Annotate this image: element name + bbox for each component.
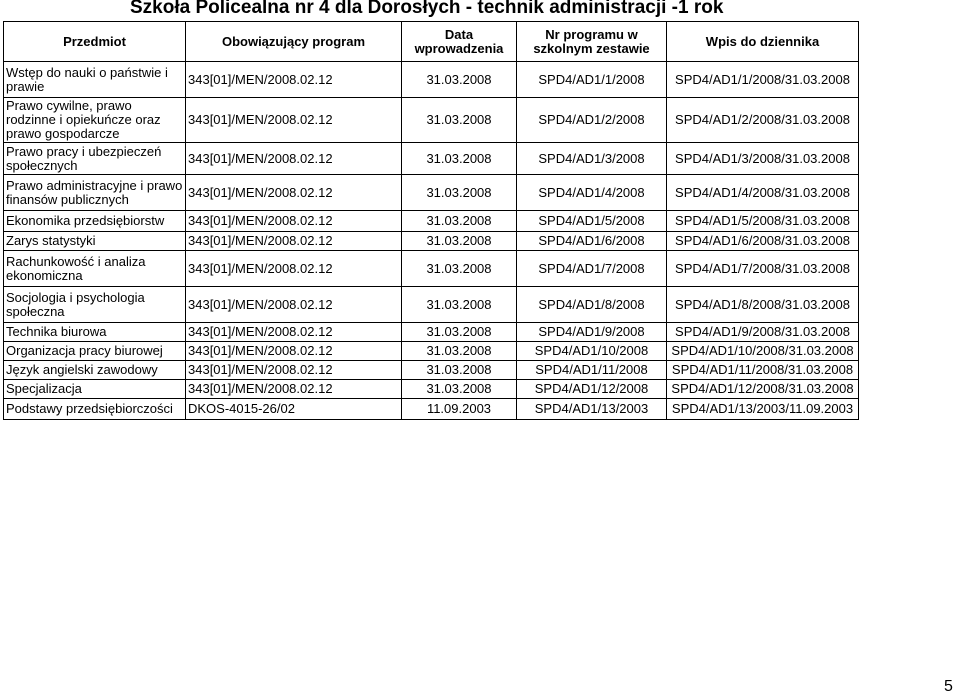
date-cell: 11.09.2003: [402, 399, 517, 420]
program-number-cell: SPD4/AD1/12/2008: [517, 380, 667, 399]
table-row: [4, 143, 859, 175]
header-entry: Wpis do dziennika: [667, 22, 859, 62]
journal-entry-cell: SPD4/AD1/8/2008/31.03.2008: [667, 287, 859, 323]
subject-cell: Prawo pracy i ubezpieczeń społecznych: [4, 143, 186, 175]
subject-cell: Wstęp do nauki o państwie i prawie: [4, 62, 186, 98]
table-row: [4, 287, 859, 323]
program-cell: 343[01]/MEN/2008.02.12: [186, 342, 402, 361]
date-cell: 31.03.2008: [402, 211, 517, 232]
date-cell: 31.03.2008: [402, 175, 517, 211]
subject-cell: Język angielski zawodowy: [4, 361, 186, 380]
table-row: [4, 175, 859, 211]
date-cell: 31.03.2008: [402, 323, 517, 342]
journal-entry-cell: SPD4/AD1/10/2008/31.03.2008: [667, 342, 859, 361]
subject-cell: Rachunkowość i analiza ekonomiczna: [4, 251, 186, 287]
program-number-cell: SPD4/AD1/10/2008: [517, 342, 667, 361]
program-cell: 343[01]/MEN/2008.02.12: [186, 98, 402, 143]
program-cell: 343[01]/MEN/2008.02.12: [186, 287, 402, 323]
program-cell: 343[01]/MEN/2008.02.12: [186, 175, 402, 211]
subject-cell: Specjalizacja: [4, 380, 186, 399]
date-cell: 31.03.2008: [402, 380, 517, 399]
subject-cell: Prawo cywilne, prawo rodzinne i opiekuńcze oraz prawo gospodarcze: [4, 98, 186, 143]
program-number-cell: SPD4/AD1/13/2003: [517, 399, 667, 420]
program-cell: 343[01]/MEN/2008.02.12: [186, 380, 402, 399]
subject-cell: Zarys statystyki: [4, 232, 186, 251]
page-number: 5: [944, 678, 953, 695]
program-number-cell: SPD4/AD1/6/2008: [517, 232, 667, 251]
header-subject: Przedmiot: [4, 22, 186, 62]
header-program: Obowiązujący program: [186, 22, 402, 62]
journal-entry-cell: SPD4/AD1/11/2008/31.03.2008: [667, 361, 859, 380]
header-date: Data wprowadzenia: [402, 22, 517, 62]
program-number-cell: SPD4/AD1/3/2008: [517, 143, 667, 175]
program-number-cell: SPD4/AD1/11/2008: [517, 361, 667, 380]
date-cell: 31.03.2008: [402, 232, 517, 251]
table-row: [4, 98, 859, 143]
journal-entry-cell: SPD4/AD1/12/2008/31.03.2008: [667, 380, 859, 399]
date-cell: 31.03.2008: [402, 62, 517, 98]
program-number-cell: SPD4/AD1/7/2008: [517, 251, 667, 287]
table-row: [4, 211, 859, 232]
header-number: Nr programu w szkolnym zestawie: [517, 22, 667, 62]
journal-entry-cell: SPD4/AD1/5/2008/31.03.2008: [667, 211, 859, 232]
date-cell: 31.03.2008: [402, 287, 517, 323]
subject-cell: Organizacja pracy biurowej: [4, 342, 186, 361]
subject-cell: Podstawy przedsiębiorczości: [4, 399, 186, 420]
date-cell: 31.03.2008: [402, 361, 517, 380]
program-number-cell: SPD4/AD1/9/2008: [517, 323, 667, 342]
date-cell: 31.03.2008: [402, 342, 517, 361]
journal-entry-cell: SPD4/AD1/4/2008/31.03.2008: [667, 175, 859, 211]
table-row: [4, 232, 859, 251]
program-cell: 343[01]/MEN/2008.02.12: [186, 62, 402, 98]
journal-entry-cell: SPD4/AD1/13/2003/11.09.2003: [667, 399, 859, 420]
table-row: [4, 342, 859, 361]
table-row: [4, 62, 859, 98]
document-title: Szkoła Policealna nr 4 dla Dorosłych - technik administracji -1 rok: [130, 0, 724, 18]
subject-cell: Prawo administracyjne i prawo finansów publicznych: [4, 175, 186, 211]
subject-cell: Ekonomika przedsiębiorstw: [4, 211, 186, 232]
program-cell: 343[01]/MEN/2008.02.12: [186, 143, 402, 175]
program-cell: 343[01]/MEN/2008.02.12: [186, 323, 402, 342]
program-cell: DKOS-4015-26/02: [186, 399, 402, 420]
table-row: [4, 323, 859, 342]
subject-cell: Technika biurowa: [4, 323, 186, 342]
program-cell: 343[01]/MEN/2008.02.12: [186, 251, 402, 287]
journal-entry-cell: SPD4/AD1/9/2008/31.03.2008: [667, 323, 859, 342]
table-row: [4, 399, 859, 420]
program-number-cell: SPD4/AD1/5/2008: [517, 211, 667, 232]
program-cell: 343[01]/MEN/2008.02.12: [186, 361, 402, 380]
program-number-cell: SPD4/AD1/1/2008: [517, 62, 667, 98]
journal-entry-cell: SPD4/AD1/2/2008/31.03.2008: [667, 98, 859, 143]
program-number-cell: SPD4/AD1/8/2008: [517, 287, 667, 323]
program-cell: 343[01]/MEN/2008.02.12: [186, 232, 402, 251]
journal-entry-cell: SPD4/AD1/3/2008/31.03.2008: [667, 143, 859, 175]
program-cell: 343[01]/MEN/2008.02.12: [186, 211, 402, 232]
date-cell: 31.03.2008: [402, 143, 517, 175]
header-row: [4, 22, 859, 62]
date-cell: 31.03.2008: [402, 251, 517, 287]
program-number-cell: SPD4/AD1/4/2008: [517, 175, 667, 211]
subject-cell: Socjologia i psychologia społeczna: [4, 287, 186, 323]
date-cell: 31.03.2008: [402, 98, 517, 143]
journal-entry-cell: SPD4/AD1/7/2008/31.03.2008: [667, 251, 859, 287]
table-row: [4, 380, 859, 399]
table-row: [4, 361, 859, 380]
program-number-cell: SPD4/AD1/2/2008: [517, 98, 667, 143]
table-row: [4, 251, 859, 287]
journal-entry-cell: SPD4/AD1/1/2008/31.03.2008: [667, 62, 859, 98]
program-table: [3, 21, 859, 420]
journal-entry-cell: SPD4/AD1/6/2008/31.03.2008: [667, 232, 859, 251]
